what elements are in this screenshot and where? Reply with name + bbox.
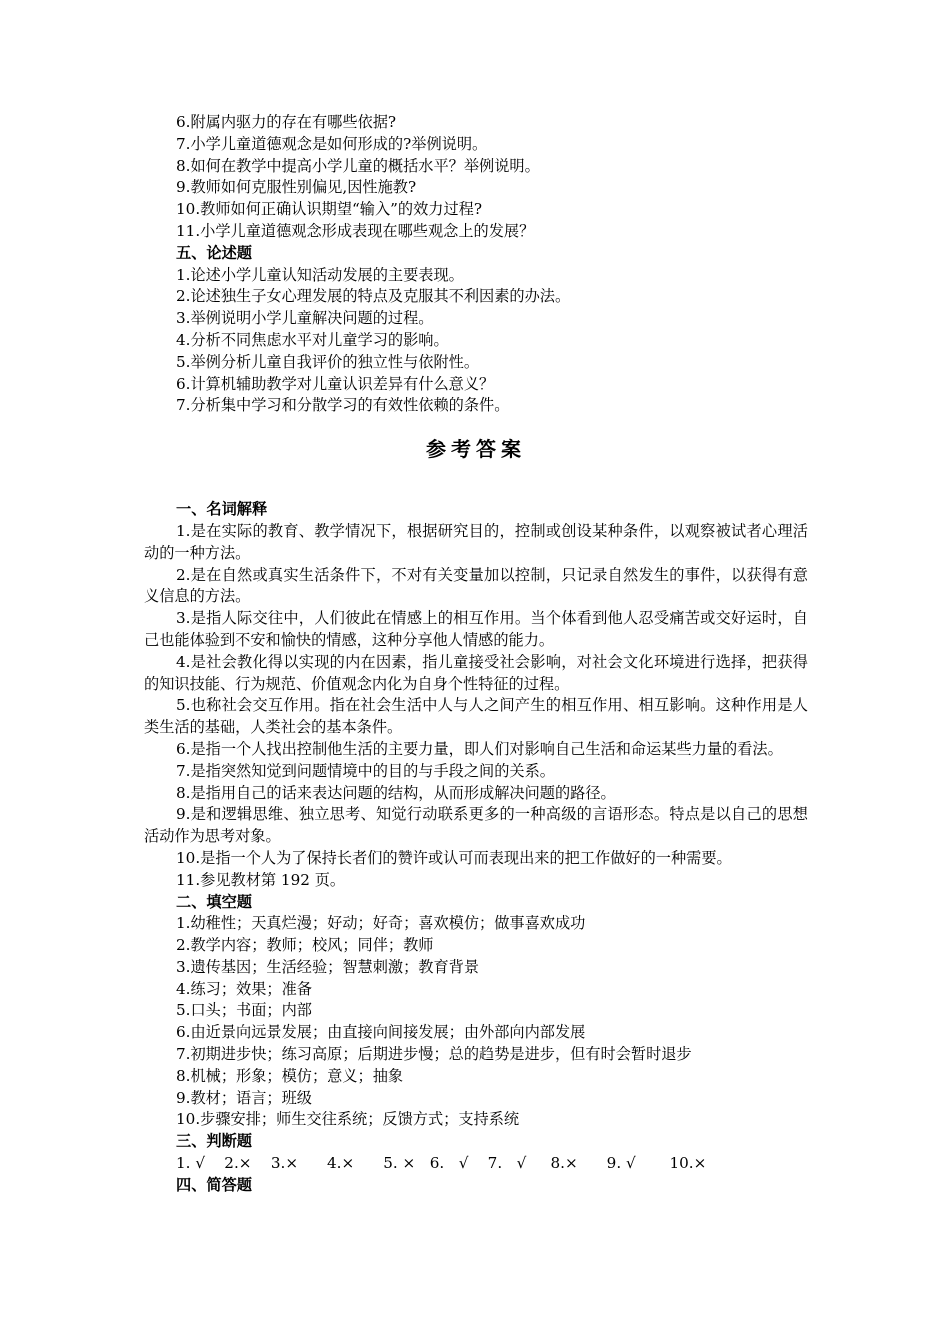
essay-item: 3.举例说明小学儿童解决问题的过程。 <box>176 309 434 328</box>
fill-item: 8.机械；形象；模仿；意义；抽象 <box>176 1066 404 1085</box>
fill-item: 9.教材；语言；班级 <box>176 1088 312 1107</box>
short-answer-section <box>144 1175 808 1197</box>
judge-answers: 1. √ 2.× 3.× 4.× 5. × 6. √ 7. √ 8.× 9. √ 10.× <box>176 1154 707 1173</box>
definition-item: 6.是指一个人找出控制他生活的主要力量，即人们对影响自己生活和命运某些力量的看法。 <box>176 739 783 758</box>
fill-item: 1.幼稚性；天真烂漫；好动；好奇；喜欢模仿；做事喜欢成功 <box>176 914 586 933</box>
definition-item: 5.也称社会交互作用。指在社会生活中人与人之间产生的相互作用、相互影响。这种作用是人类生活的基础，人类社会的基本条件。 <box>144 696 808 737</box>
definition-item: 7.是指突然知觉到问题情境中的目的与手段之间的关系。 <box>176 761 555 780</box>
fill-item: 3.遗传基因；生活经验；智慧刺激；教育背景 <box>176 957 480 976</box>
essay-item: 7.分析集中学习和分散学习的有效性依赖的条件。 <box>176 396 510 415</box>
fill-item: 10.步骤安排；师生交往系统；反馈方式；支持系统 <box>176 1110 520 1129</box>
essay-item: 1.论述小学儿童认知活动发展的主要表现。 <box>176 265 464 284</box>
fill-item: 2.教学内容；教师；校风；同伴；教师 <box>176 936 434 955</box>
question-item: 9.教师如何克服性别偏见,因性施教? <box>176 178 417 197</box>
definitions-section <box>144 499 808 891</box>
essay-item: 5.举例分析儿童自我评价的独立性与依附性。 <box>176 352 480 371</box>
section-heading: 五、论述题 <box>176 243 252 262</box>
essay-item: 6.计算机辅助教学对儿童认识差异有什么意义？ <box>176 374 495 393</box>
fill-item: 4.练习；效果；准备 <box>176 979 312 998</box>
document-page <box>144 112 808 1197</box>
section-heading: 三、判断题 <box>176 1132 252 1151</box>
definition-item: 11.参见教材第 192 页。 <box>176 870 346 889</box>
section-heading: 四、简答题 <box>176 1175 252 1194</box>
question-item: 11.小学儿童道德观念形成表现在哪些观念上的发展？ <box>176 221 535 240</box>
section-heading: 一、名词解释 <box>176 500 268 519</box>
definition-item: 9.是和逻辑思维、独立思考、知觉行动联系更多的一种高级的言语形态。特点是以自己的思想活动作为思考对象。 <box>144 805 808 846</box>
judge-section <box>144 1131 808 1175</box>
answers-title: 参考答案 <box>426 437 526 462</box>
definition-item: 3.是指人际交往中，人们彼此在情感上的相互作用。当个体看到他人忍受痛苦或交好运时，自己也能体验到不安和愉快的情感，这种分享他人情感的能力。 <box>144 609 808 649</box>
fill-item: 5.口头；书面；内部 <box>176 1001 312 1020</box>
question-item: 7.小学儿童道德观念是如何形成的?举例说明。 <box>176 134 488 153</box>
definition-item: 1.是在实际的教育、教学情况下，根据研究目的，控制或创设某种条件，以观察被试者心理活动的一种方法。 <box>144 521 808 562</box>
essay-section <box>144 243 808 417</box>
essay-item: 4.分析不同焦虑水平对儿童学习的影响。 <box>176 330 449 349</box>
definition-item: 2.是在自然或真实生活条件下，不对有关变量加以控制，只记录自然发生的事件，以获得有意义信息的方法。 <box>144 565 808 606</box>
definition-item: 10.是指一个人为了保持长者们的赞许或认可而表现出来的把工作做好的一种需要。 <box>176 848 732 867</box>
questions-continued <box>144 112 808 243</box>
fill-item: 7.初期进步快；练习高原；后期进步慢；总的趋势是进步，但有时会暂时退步 <box>176 1045 692 1064</box>
fill-section <box>144 892 808 1132</box>
definition-item: 8.是指用自己的话来表达问题的结构，从而形成解决问题的路径。 <box>176 783 616 802</box>
question-item: 6.附属内驱力的存在有哪些依据? <box>176 113 397 131</box>
question-item: 10.教师如何正确认识期望“输入”的效力过程? <box>176 200 483 219</box>
fill-item: 6.由近景向远景发展；由直接向间接发展；由外部向内部发展 <box>176 1023 586 1042</box>
essay-item: 2.论述独生子女心理发展的特点及克服其不利因素的办法。 <box>176 287 571 306</box>
question-item: 8.如何在教学中提高小学儿童的概括水平？举例说明。 <box>176 156 540 175</box>
section-heading: 二、填空题 <box>176 892 252 911</box>
definition-item: 4.是社会教化得以实现的内在因素，指儿童接受社会影响，对社会文化环境进行选择，把获得的知识技能、行为规范、价值观念内化为自身个性特征的过程。 <box>144 652 808 693</box>
